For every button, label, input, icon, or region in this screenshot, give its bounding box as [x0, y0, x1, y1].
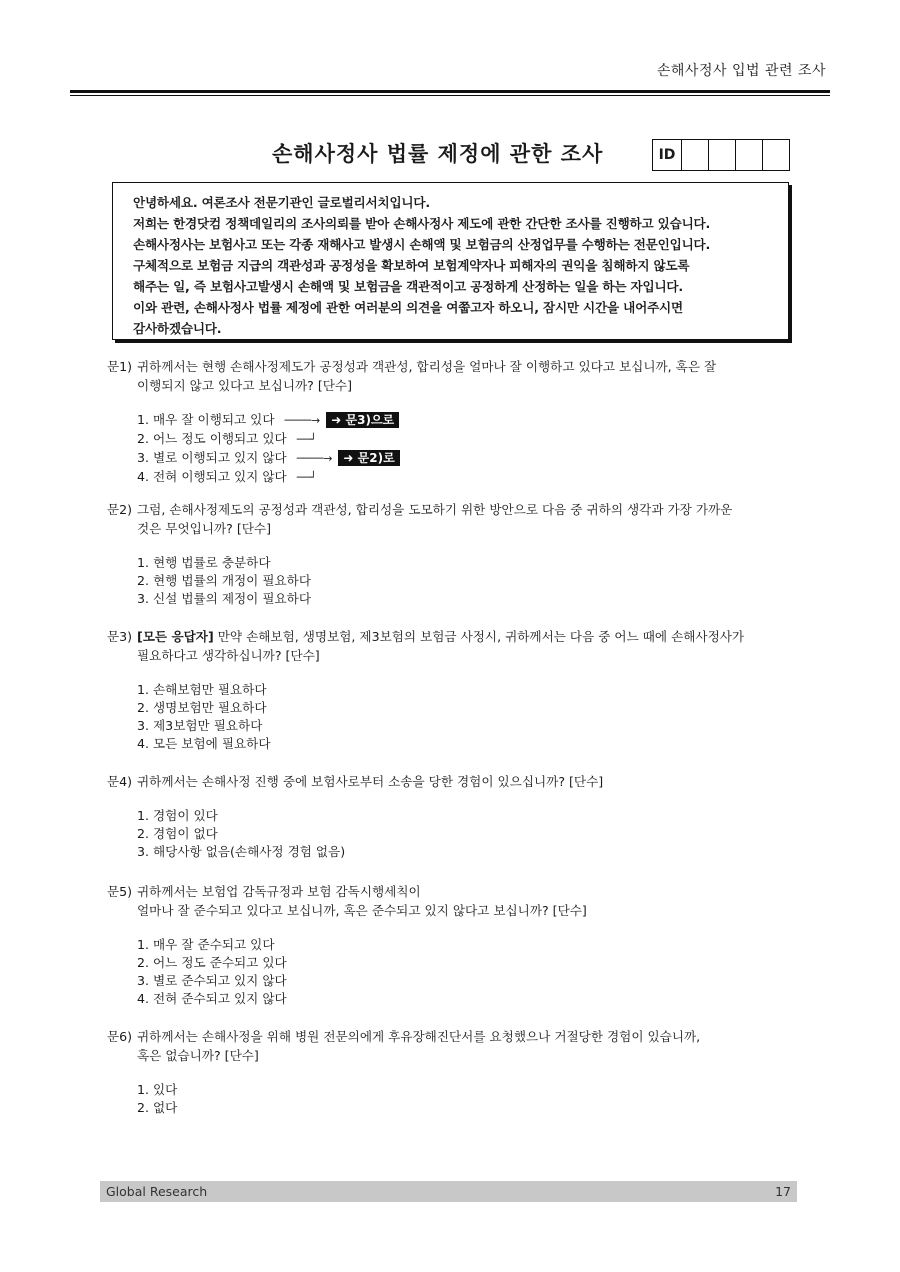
option-item[interactable]: 4. 전혀 준수되고 있지 않다 — [137, 991, 287, 1006]
option-item[interactable] — [137, 430, 807, 449]
question-text: 귀하께서는 현행 손해사정제도가 공정성과 객관성, 합리성을 얼마나 잘 이행하고 있다고 보십니까, 혹은 잘 — [137, 359, 717, 374]
option-label: 1. 매우 잘 이행되고 있다 — [137, 412, 275, 427]
question-5 — [107, 882, 807, 1008]
intro-box — [112, 182, 789, 340]
header-rule-thin — [70, 95, 830, 96]
option-label: 2. 어느 정도 이행되고 있다 — [137, 431, 287, 446]
goto-badge: ➜ 문3)으로 — [326, 412, 399, 428]
option-item[interactable]: 2. 어느 정도 준수되고 있다 — [137, 955, 287, 970]
id-box[interactable] — [652, 139, 790, 171]
option-item[interactable]: 1. 손해보험만 필요하다 — [137, 682, 267, 697]
option-label: 3. 별로 이행되고 있지 않다 — [137, 450, 287, 465]
option-item[interactable]: 2. 없다 — [137, 1100, 178, 1115]
option-list — [107, 807, 807, 861]
option-item[interactable]: 3. 신설 법률의 제정이 필요하다 — [137, 591, 312, 606]
intro-line: 해주는 일, 즉 보험사고발생시 손해액 및 보험금을 객관적이고 공정하게 산정하는 일을 하는 자입니다. — [133, 279, 683, 294]
option-item[interactable]: 3. 제3보험만 필요하다 — [137, 718, 263, 733]
arrow-icon: ────→ — [284, 414, 321, 427]
bracket-icon: ──┘ — [296, 471, 317, 484]
intro-line: 이와 관련, 손해사정사 법률 제정에 관한 여러분의 의견을 여쭙고자 하오니, 잠시만 시간을 내어주시면 — [133, 300, 683, 315]
option-item[interactable] — [137, 468, 807, 487]
question-text-cont: 얼마나 잘 준수되고 있다고 보십니까, 혹은 준수되고 있지 않다고 보십니까? [단수] — [137, 903, 587, 918]
question-text: 귀하께서는 손해사정을 위해 병원 전문의에게 후유장해진단서를 요청했으나 거절당한 경험이 있습니까, — [137, 1029, 701, 1044]
question-number: 문5) — [107, 884, 133, 899]
footer-brand: Global Research — [106, 1184, 208, 1199]
footer-bar — [100, 1181, 797, 1202]
option-list — [107, 411, 807, 487]
id-label: ID — [653, 140, 682, 170]
id-cell[interactable] — [709, 140, 736, 170]
question-number: 문2) — [107, 502, 133, 517]
option-item[interactable]: 1. 경험이 있다 — [137, 808, 218, 823]
intro-line: 감사하겠습니다. — [133, 321, 222, 336]
option-item[interactable]: 1. 매우 잘 준수되고 있다 — [137, 937, 275, 952]
question-text: 귀하께서는 보험업 감독규정과 보험 감독시행세칙이 — [137, 884, 421, 899]
question-text-cont: 이행되지 않고 있다고 보십니까? [단수] — [137, 378, 353, 393]
option-list — [107, 554, 807, 608]
header-rule — [70, 90, 830, 93]
question-2 — [107, 500, 807, 608]
option-item[interactable]: 2. 생명보험만 필요하다 — [137, 700, 267, 715]
id-cell[interactable] — [736, 140, 763, 170]
option-label: 4. 전혀 이행되고 있지 않다 — [137, 469, 287, 484]
option-item[interactable]: 3. 해당사항 없음(손해사정 경험 없음) — [137, 844, 346, 859]
question-3 — [107, 627, 807, 753]
question-text-cont: 필요하다고 생각하십니까? [단수] — [137, 648, 320, 663]
option-item[interactable]: 2. 현행 법률의 개정이 필요하다 — [137, 573, 312, 588]
question-6 — [107, 1027, 807, 1117]
option-item[interactable]: 4. 모든 보험에 필요하다 — [137, 736, 271, 751]
option-item[interactable]: 1. 현행 법률로 충분하다 — [137, 555, 271, 570]
question-number: 문1) — [107, 359, 133, 374]
intro-line: 안녕하세요. 여론조사 전문기관인 글로벌리서치입니다. — [133, 195, 430, 210]
question-text-cont: 혹은 없습니까? [단수] — [137, 1048, 259, 1063]
question-4 — [107, 772, 807, 861]
document-title: 손해사정사 법률 제정에 관한 조사 — [272, 141, 604, 166]
id-cell[interactable] — [763, 140, 789, 170]
intro-line: 손해사정사는 보험사고 또는 각종 재해사고 발생시 손해액 및 보험금의 산정업무를 수행하는 전문인입니다. — [133, 237, 711, 252]
question-number: 문4) — [107, 774, 133, 789]
bracket-icon: ──┘ — [296, 433, 317, 446]
respondent-tag: [모든 응답자] — [137, 629, 214, 644]
option-item[interactable]: 1. 있다 — [137, 1082, 178, 1097]
question-number: 문3) — [107, 629, 133, 644]
option-item[interactable] — [137, 449, 807, 468]
question-text: 귀하께서는 손해사정 진행 중에 보험사로부터 소송을 당한 경험이 있으십니까? [단수] — [137, 774, 604, 789]
option-item[interactable] — [137, 411, 807, 430]
goto-badge: ➜ 문2)로 — [338, 450, 399, 466]
option-list — [107, 1081, 807, 1117]
header-title: 손해사정사 입법 관련 조사 — [656, 63, 826, 79]
question-1 — [107, 357, 807, 487]
option-item[interactable]: 3. 별로 준수되고 있지 않다 — [137, 973, 287, 988]
id-cell[interactable] — [682, 140, 709, 170]
option-list — [107, 681, 807, 753]
arrow-icon: ────→ — [296, 452, 333, 465]
option-item[interactable]: 2. 경험이 없다 — [137, 826, 218, 841]
question-number: 문6) — [107, 1029, 133, 1044]
option-list — [107, 936, 807, 1008]
question-text-cont: 것은 무엇입니까? [단수] — [137, 521, 272, 536]
question-text: 만약 손해보험, 생명보험, 제3보험의 보험금 사정시, 귀하께서는 다음 중 어느 때에 손해사정사가 — [213, 629, 745, 644]
intro-line: 구체적으로 보험금 지급의 객관성과 공정성을 확보하여 보험계약자나 피해자의 권익을 침해하지 않도록 — [133, 258, 690, 273]
intro-line: 저희는 한경닷컴 정책데일리의 조사의뢰를 받아 손해사정사 제도에 관한 간단한 조사를 진행하고 있습니다. — [133, 216, 711, 231]
page-number: 17 — [775, 1184, 791, 1199]
question-text: 그럼, 손해사정제도의 공정성과 객관성, 합리성을 도모하기 위한 방안으로 다음 중 귀하의 생각과 가장 가까운 — [137, 502, 733, 517]
